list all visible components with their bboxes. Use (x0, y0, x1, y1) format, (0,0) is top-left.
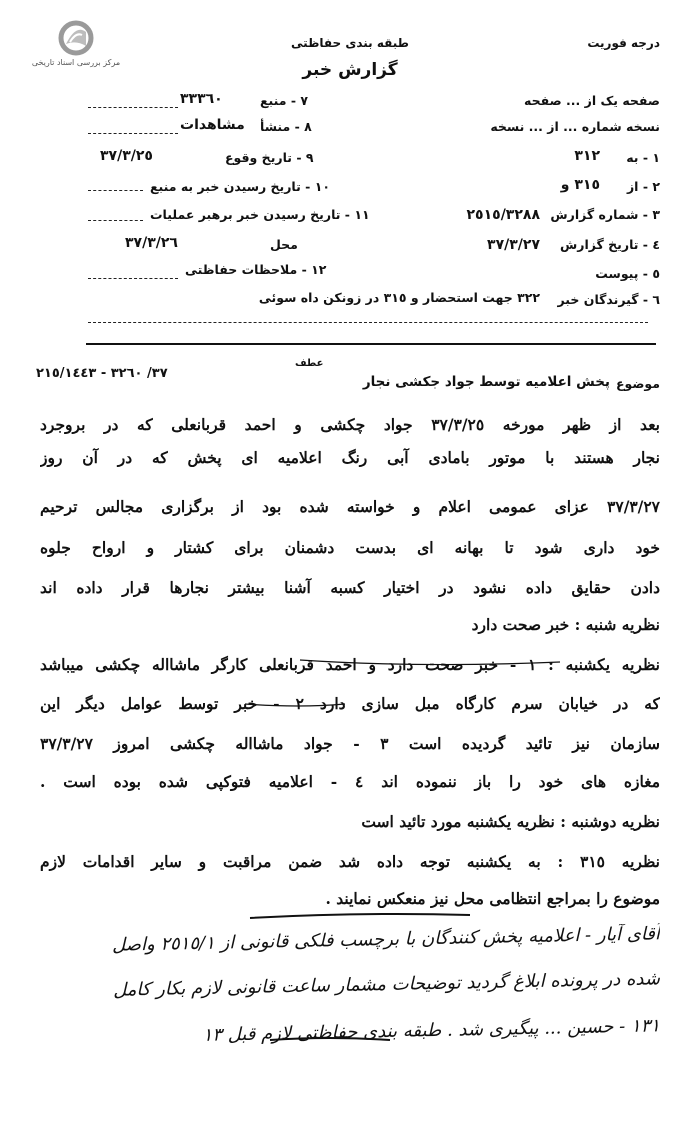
place-value: ٣٧/٣/٢٦ (125, 235, 178, 251)
field-2-label: ٢ - از (626, 179, 660, 194)
field-3-label: ٣ - شماره گزارش (550, 207, 660, 222)
handwritten-note-line: آقای آیار - اعلامیه پخش کنندگان با برچسب فلکی قانونی از ٢٥١٥/١ واصل (111, 923, 661, 956)
handwritten-note-line: ١٣١ - حسین ... پیگیری شد . طبقه بندی حفاظتی لازم قبل ١٣ (202, 1015, 661, 1046)
opinion-sunday-cont: مغازه های خود را باز ننموده اند ٤ - اعلامیه فتوکپی شده بوده است . (40, 772, 660, 791)
report-line: خود داری شود تا بهانه ای بدست دشمنان برای کشتار و ارواح جلوه (40, 538, 660, 557)
page-count: صفحه یک از ... صفحه (524, 93, 660, 108)
field-1-label: ١ - به (626, 150, 660, 165)
report-line: دادن حقایق داده نشود در اختیار کسبه آشنا بیشتر نجارها قرار داده اند (40, 578, 660, 597)
field-9-label: ٩ - تاریخ وقوع (225, 150, 314, 165)
reference-value: ٣٧/ ٣٢٦٠ - ٢١٥/١٤٤٣ (36, 366, 168, 381)
field-4-label: ٤ - تاریخ گزارش (560, 237, 660, 252)
field-6-value: ٣٢٢ جهت استحضار و ٣١٥ در زونکن داه سوئی (258, 290, 540, 305)
field-3-value: ٢٥١٥/٣٢٨٨ (466, 207, 540, 223)
opinion-monday: نظریه دوشنبه : نظریه یکشنبه مورد تائید است (361, 812, 660, 831)
field-11-label: ١١ - تاریخ رسیدن خبر برهبر عملیات (150, 207, 370, 222)
field-7-value: ٣٣٣٦٠ (180, 91, 223, 107)
urgency-label: درجه فوریت (587, 36, 660, 50)
report-line: ٣٧/٣/٢٧ عزای عمومی اعلام و خواسته شده بود از برگزاری مجالس ترحیم (40, 497, 660, 516)
opinion-sunday: نظریه یکشنبه : ١ - خبر صحت دارد و احمد قربانعلی کارگر ماشااله چکشی میباشد (40, 655, 660, 674)
copy-number: نسخه شماره ... از ... نسخه (490, 119, 660, 134)
opinion-315-cont: موضوع را بمراجع انتظامی محل نیز منعکس نمایند . (325, 889, 660, 908)
subject-label: موضوع (615, 376, 660, 391)
field-12-label: ١٢ - ملاحظات حفاظتی (185, 262, 327, 277)
field-5-label: ٥ - پیوست (595, 266, 660, 281)
field-9-value: ٣٧/٣/٢٥ (100, 148, 153, 164)
classification-label: طبقه بندی حفاظتی (291, 36, 409, 50)
opinion-sunday-cont: سازمان نیز تائید گردیده است ٣ - جواد ماشااله چکشی امروز ٣٧/٣/٢٧ (40, 734, 660, 753)
logo-caption: مرکز بررسی اسناد تاریخی (31, 58, 121, 67)
field-6-label: ٦ - گیرندگان خبر (557, 292, 660, 307)
field-4-value: ٣٧/٣/٢٧ (487, 237, 540, 253)
handwritten-note-line: شده در پرونده ابلاغ گردید توضیحات مشمار ساعت قانونی لازم بکار کامل (112, 968, 661, 1001)
document-title: گزارش خبر (302, 60, 398, 80)
reference-label: عطف (295, 358, 324, 369)
opinion-saturday: نظریه شنبه : خبر صحت دارد (471, 615, 660, 634)
opinion-sunday-cont: که در خیابان سرم کارگاه مبل سازی دارد ٢ - خبر توسط عوامل دیگر این (40, 694, 660, 713)
field-8-value: مشاهدات (180, 117, 245, 133)
field-2-value: ٣١٥ و (560, 177, 600, 193)
field-10-label: ١٠ - تاریخ رسیدن خبر به منبع (150, 179, 330, 194)
field-1-value: ٣١٢ (574, 148, 600, 164)
report-line: بعد از ظهر مورخه ٣٧/٣/٢٥ جواد چکشی و احمد قربانعلی که در بروجرد (40, 415, 660, 434)
subject-text: پخش اعلامیه توسط جواد جکشی نجار (362, 374, 610, 390)
place-label: محل (270, 237, 298, 252)
opinion-315: نظریه ٣١٥ : به یکشنبه توجه داده شد ضمن مراقبت و سایر اقدامات لازم (40, 852, 660, 871)
field-8-label: ٨ - منشأ (260, 119, 312, 134)
field-7-label: ٧ - منبع (260, 93, 309, 108)
report-line: نجار هستند با موتور بامادی آبی رنگ اعلامیه ای پخش که در آن روز (40, 448, 660, 467)
